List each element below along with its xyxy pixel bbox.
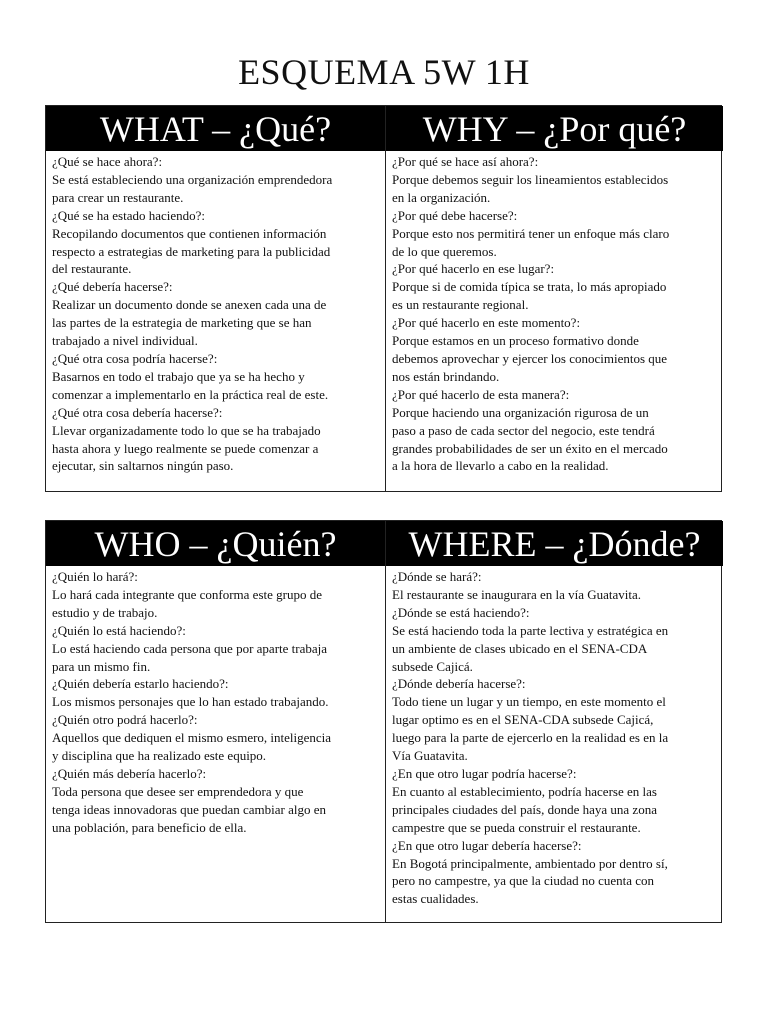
answer-line: Porque haciendo una organización rigurosa de un (392, 404, 649, 420)
answer-line: del restaurante. (52, 261, 132, 277)
question-line: ¿Por qué debe hacerse?: (392, 207, 518, 223)
answer-line: para un mismo fin. (52, 658, 151, 674)
answer-line: Recopilando documentos que contienen información (52, 225, 327, 241)
section-what-heading: WHAT – ¿Qué? (46, 106, 385, 151)
section-why-body (386, 151, 723, 475)
question-line: ¿Qué se hace ahora?: (52, 154, 163, 169)
answer-line: subsede Cajicá. (392, 658, 473, 674)
answer-line: Basarnos en todo el trabajo que ya se ha hecho y (52, 368, 305, 384)
question-line: ¿Dónde debería hacerse?: (392, 676, 526, 692)
section-why-heading: WHY – ¿Por qué? (386, 106, 723, 151)
question-line: ¿Qué debería hacerse?: (52, 279, 173, 295)
section-where-heading: WHERE – ¿Dónde? (386, 521, 723, 566)
section-what (46, 106, 385, 491)
answer-line: luego para la parte de ejercerlo en la realidad es en la (392, 730, 669, 746)
answer-line: Toda persona que desee ser emprendedora y que (52, 783, 304, 799)
answer-line: las partes de la estrategia de marketing que se han (52, 315, 312, 331)
answer-line: Porque esto nos permitirá tener un enfoque más claro (392, 225, 670, 241)
answer-line: campestre que se pueda construir el restaurante. (392, 819, 641, 835)
question-line: ¿En que otro lugar podría hacerse?: (392, 765, 577, 781)
answer-line: En Bogotá principalmente, ambientado por dentro sí, (392, 855, 668, 871)
answer-line: y disciplina que ha realizado este equipo. (52, 748, 267, 764)
answer-line: Los mismos personajes que lo han estado trabajando. (52, 694, 329, 710)
question-line: ¿Quién más debería hacerlo?: (52, 765, 207, 781)
question-line: ¿Quién lo está haciendo?: (52, 622, 186, 638)
answer-line: pero no campestre, ya que la ciudad no cuenta con (392, 873, 655, 889)
section-who (46, 521, 385, 922)
section-who-heading: WHO – ¿Quién? (46, 521, 385, 566)
answer-line: principales ciudades del país, donde haya una zona (392, 801, 657, 817)
question-line: ¿Por qué se hace así ahora?: (392, 154, 539, 169)
answer-line: grandes probabilidades de ser un éxito en el mercado (392, 440, 668, 456)
answer-line: Se está haciendo toda la parte lectiva y estratégica en (392, 622, 669, 638)
answer-line: Porque si de comida típica se trata, lo más apropiado (392, 279, 667, 295)
answer-line: Lo está haciendo cada persona que por aparte trabaja (52, 640, 328, 656)
question-line: ¿Por qué hacerlo en ese lugar?: (392, 261, 555, 277)
answer-line: estas cualidades. (392, 891, 479, 907)
answer-line: a la hora de llevarlo a cabo en la realidad. (392, 458, 609, 474)
question-line: ¿Qué se ha estado haciendo?: (52, 207, 206, 223)
answer-line: un ambiente de clases ubicado en el SENA-CDA (392, 640, 648, 656)
answer-line: lugar optimo es en el SENA-CDA subsede Cajicá, (392, 712, 654, 728)
question-line: ¿Quién otro podrá hacerlo?: (52, 712, 198, 728)
answer-line: estudio y de trabajo. (52, 604, 158, 620)
question-line: ¿Por qué hacerlo en este momento?: (392, 315, 581, 331)
answer-line: para crear un restaurante. (52, 189, 184, 205)
answer-line: hasta ahora y luego realmente se puede comenzar a (52, 440, 319, 456)
answer-line: de lo que queremos. (392, 243, 497, 259)
answer-line: una población, para beneficio de ella. (52, 819, 247, 835)
answer-line: Porque estamos en un proceso formativo donde (392, 333, 639, 349)
answer-line: es un restaurante regional. (392, 297, 529, 313)
question-line: ¿Quién debería estarlo haciendo?: (52, 676, 229, 692)
answer-line: debemos aprovechar y ejercer los conocimientos que (392, 350, 668, 366)
answer-line: trabajado a nivel individual. (52, 333, 198, 349)
answer-line: tenga ideas innovadoras que puedan cambiar algo en (52, 801, 326, 817)
question-line: ¿Dónde se está haciendo?: (392, 604, 530, 620)
question-line: ¿Qué otra cosa podría hacerse?: (52, 350, 218, 366)
answer-line: Vía Guatavita. (392, 748, 468, 764)
question-line: ¿En que otro lugar debería hacerse?: (392, 837, 582, 853)
answer-line: Llevar organizadamente todo lo que se ha trabajado (52, 422, 321, 438)
answer-line: Lo hará cada integrante que conforma este grupo de (52, 586, 322, 602)
section-where (385, 521, 723, 922)
answer-line: Aquellos que dediquen el mismo esmero, inteligencia (52, 730, 332, 746)
table-what-why (45, 105, 722, 492)
section-why (385, 106, 723, 491)
question-line: ¿Dónde se hará?: (392, 569, 482, 584)
answer-line: comenzar a implementarlo en la práctica real de este. (52, 386, 329, 402)
answer-line: Se está estableciendo una organización emprendedora (52, 171, 333, 187)
answer-line: paso a paso de cada sector del negocio, este tendrá (392, 422, 655, 438)
answer-line: en la organización. (392, 189, 491, 205)
question-line: ¿Por qué hacerlo de esta manera?: (392, 386, 570, 402)
question-line: ¿Qué otra cosa debería hacerse?: (52, 404, 223, 420)
answer-line: nos están brindando. (392, 368, 500, 384)
answer-line: El restaurante se inaugurara en la vía Guatavita. (392, 586, 642, 602)
answer-line: Realizar un documento donde se anexen cada una de (52, 297, 327, 313)
section-who-body (46, 566, 385, 837)
table-who-where (45, 520, 722, 923)
section-what-body (46, 151, 385, 475)
answer-line: respecto a estrategias de marketing para la publicidad (52, 243, 331, 259)
section-where-body (386, 566, 723, 908)
answer-line: Porque debemos seguir los lineamientos establecidos (392, 171, 669, 187)
page-title: ESQUEMA 5W 1H (238, 52, 530, 92)
answer-line: Todo tiene un lugar y un tiempo, en este momento el (392, 694, 666, 710)
question-line: ¿Quién lo hará?: (52, 569, 138, 584)
answer-line: ejecutar, sin saltarnos ningún paso. (52, 458, 234, 474)
answer-line: En cuanto al establecimiento, podría hacerse en las (392, 783, 657, 799)
